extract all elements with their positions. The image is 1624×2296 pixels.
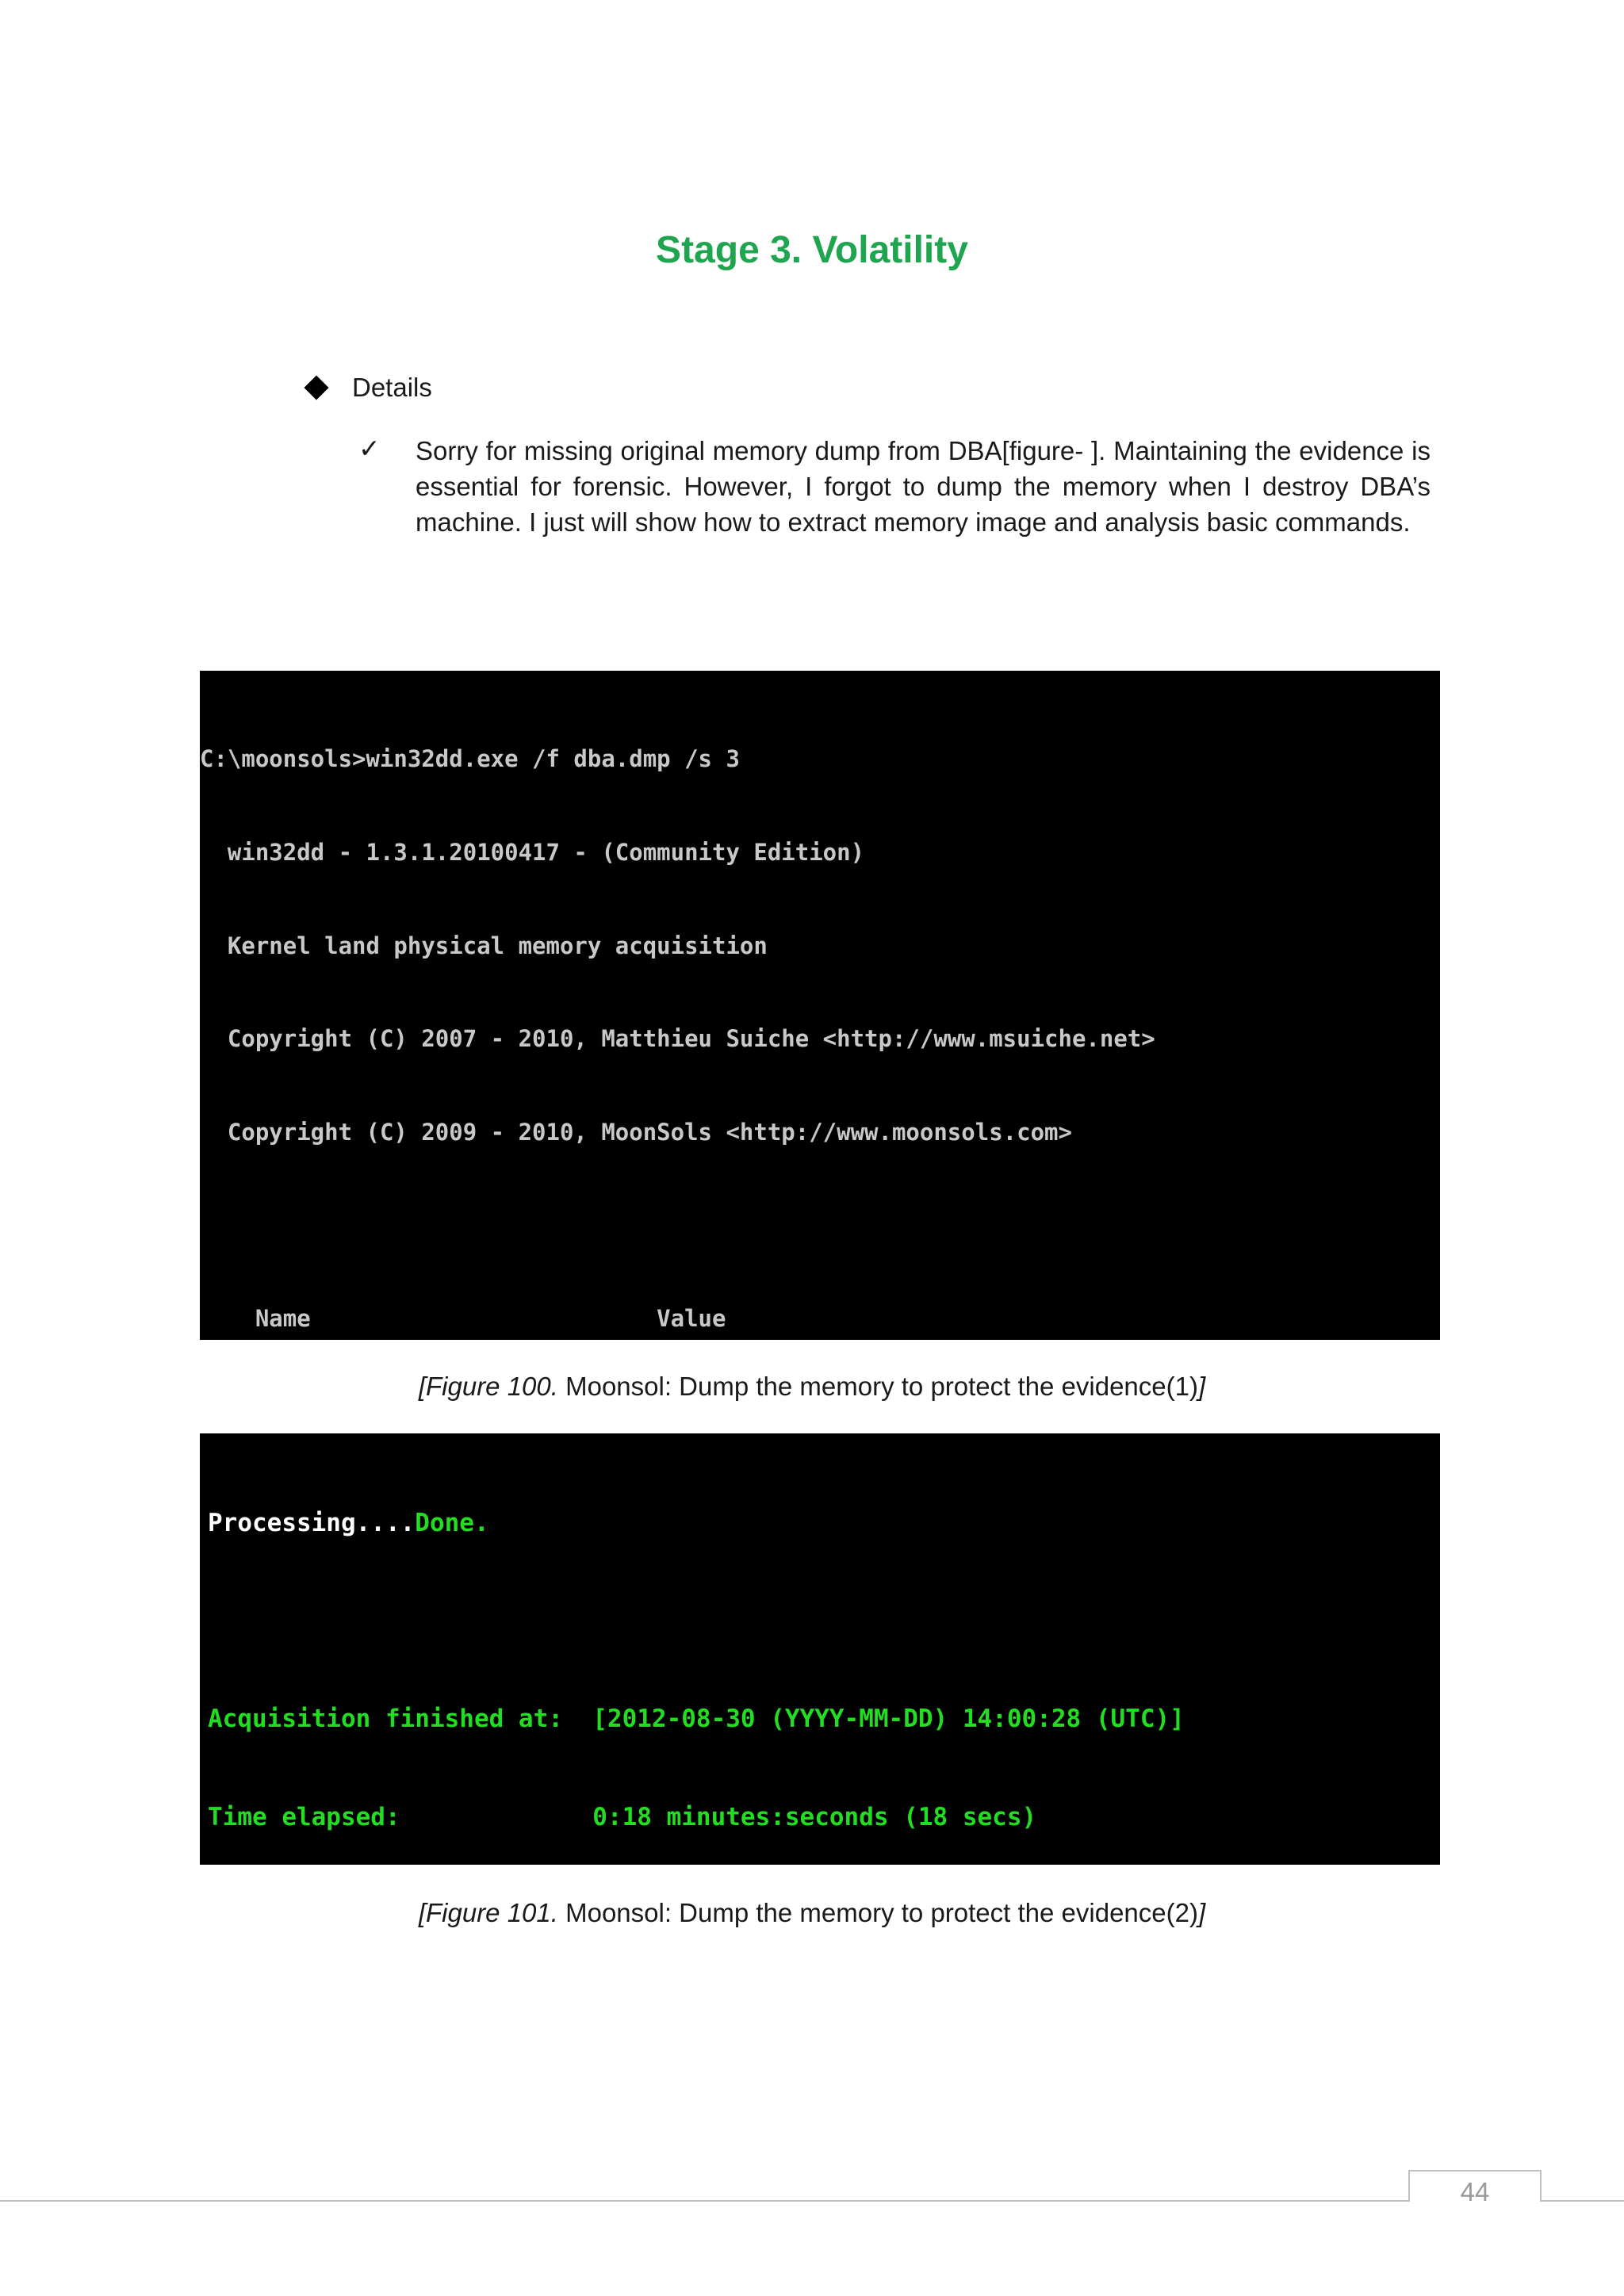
console-line: Copyright (C) 2007 - 2010, Matthieu Suiche <http://www.msuiche.net> — [200, 1025, 1155, 1053]
elapsed-label: Time elapsed: — [208, 1803, 593, 1832]
figure-101-caption — [0, 1898, 1624, 1928]
figure-100-bracket: ] — [1197, 1372, 1206, 1401]
figure-100-caption-text: Moonsol: Dump the memory to protect the evidence(1) — [557, 1372, 1198, 1401]
diamond-bullet-icon — [304, 375, 328, 400]
figure-100-label: [Figure 100. — [418, 1372, 558, 1401]
acquisition-label: Acquisition finished at: — [208, 1705, 593, 1734]
page-number: 44 — [1460, 2177, 1490, 2206]
page-title: Stage 3. Volatility — [656, 229, 968, 271]
figure-101-caption-text: Moonsol: Dump the memory to protect the evidence(2) — [557, 1898, 1198, 1927]
processing-text: Processing.... — [208, 1508, 416, 1537]
console-line-acquisition — [208, 1703, 1440, 1735]
acquisition-value: [2012-08-30 (YYYY-MM-DD) 14:00:28 (UTC)] — [592, 1705, 1185, 1734]
console-line — [200, 1210, 1440, 1241]
checkmark-icon: ✓ — [358, 433, 381, 464]
console-line: C:\moonsols>win32dd.exe /f dba.dmp /s 3 — [200, 745, 740, 773]
elapsed-value: 0:18 minutes:seconds (18 secs) — [592, 1803, 1037, 1832]
footer-divider — [1540, 2200, 1624, 2202]
footer-divider — [0, 2200, 1408, 2202]
console-line: Name Value — [200, 1304, 726, 1332]
console-line: Kernel land physical memory acquisition — [200, 932, 768, 959]
details-label: Details — [352, 373, 432, 402]
figure-101-label: [Figure 101. — [418, 1898, 558, 1927]
console-line: Copyright (C) 2009 - 2010, MoonSols <http://www.moonsols.com> — [200, 1118, 1072, 1146]
figure-100-console — [200, 671, 1440, 1340]
done-text: Done. — [415, 1508, 489, 1537]
console-line-elapsed — [208, 1801, 1440, 1834]
details-bullet — [308, 373, 432, 403]
details-item — [358, 433, 1431, 540]
figure-101-console — [200, 1433, 1440, 1865]
figure-101-bracket: ] — [1197, 1898, 1206, 1927]
figure-100-caption — [0, 1372, 1624, 1402]
console-line-blank — [208, 1605, 1440, 1637]
details-paragraph: Sorry for missing original memory dump from DBA[figure- ]. Maintaining the evidence is essential for forensic. However, I forgot to dump the memory when I destroy DBA’s machine. I just will show how to extract memory image and analysis basic commands. — [416, 436, 1431, 537]
console-line: win32dd - 1.3.1.20100417 - (Community Edition) — [200, 839, 865, 866]
console-line-processing — [208, 1507, 1440, 1540]
